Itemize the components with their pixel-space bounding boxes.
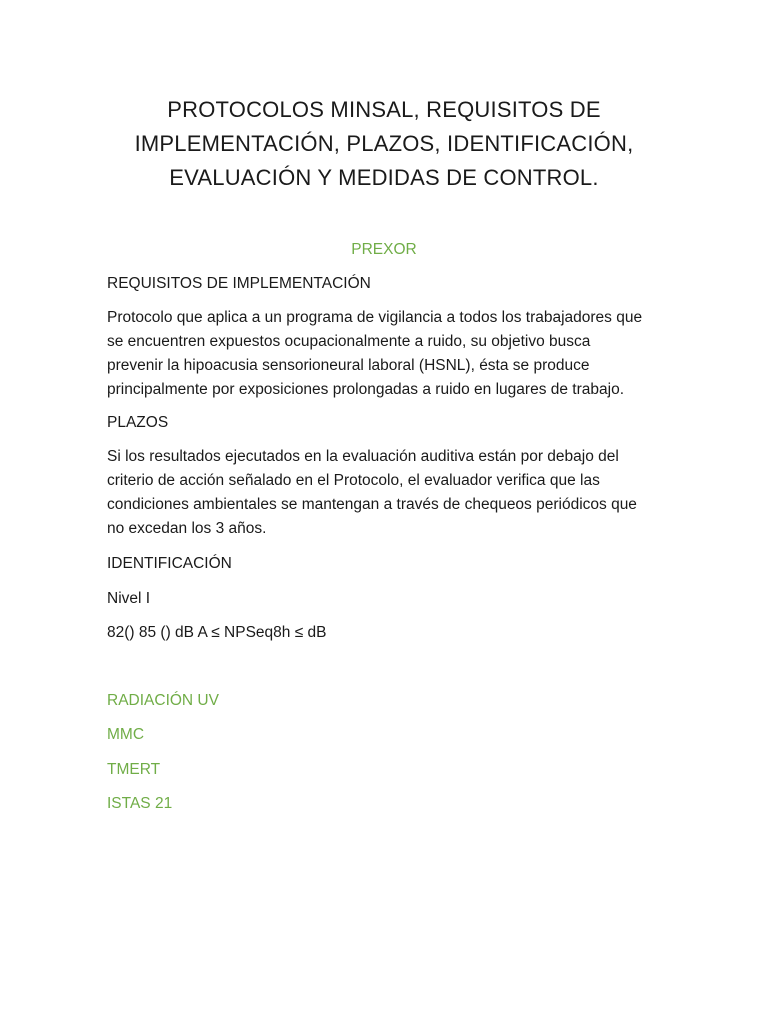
heading-plazos: PLAZOS <box>107 414 169 431</box>
noise-formula: 82() 85 () dB A ≤ NPSeq8h ≤ dB <box>107 624 327 641</box>
link-mmc[interactable]: MMC <box>107 726 145 743</box>
paragraph-requisitos <box>107 306 667 402</box>
link-radiacion-uv[interactable]: RADIACIÓN UV <box>107 692 219 709</box>
paragraph-line: se encuentren expuestos ocupacionalmente a ruido, su objetivo busca <box>107 333 591 350</box>
heading-identificacion: IDENTIFICACIÓN <box>107 555 232 572</box>
title-line-1: PROTOCOLOS MINSAL, REQUISITOS DE <box>167 97 601 122</box>
document-title <box>107 93 661 195</box>
paragraph-plazos <box>107 445 667 541</box>
paragraph-line: Protocolo que aplica a un programa de vigilancia a todos los trabajadores que <box>107 309 643 326</box>
paragraph-line: criterio de acción señalado en el Protocolo, el evaluador verifica que las <box>107 472 600 489</box>
link-istas-21[interactable]: ISTAS 21 <box>107 795 173 812</box>
heading-requisitos: REQUISITOS DE IMPLEMENTACIÓN <box>107 275 371 292</box>
level-label: Nivel I <box>107 590 151 607</box>
link-tmert[interactable]: TMERT <box>107 761 161 778</box>
title-line-3: EVALUACIÓN Y MEDIDAS DE CONTROL. <box>169 165 599 190</box>
paragraph-line: condiciones ambientales se mantengan a través de chequeos periódicos que <box>107 496 637 513</box>
title-line-2: IMPLEMENTACIÓN, PLAZOS, IDENTIFICACIÓN, <box>134 131 634 156</box>
paragraph-line: Si los resultados ejecutados en la evaluación auditiva están por debajo del <box>107 448 619 465</box>
paragraph-line: principalmente por exposiciones prolongadas a ruido en lugares de trabajo. <box>107 381 624 398</box>
paragraph-line: prevenir la hipoacusia sensorioneural laboral (HSNL), ésta se produce <box>107 357 590 374</box>
paragraph-line: no excedan los 3 años. <box>107 520 267 537</box>
subtitle-prexor: PREXOR <box>351 241 417 258</box>
